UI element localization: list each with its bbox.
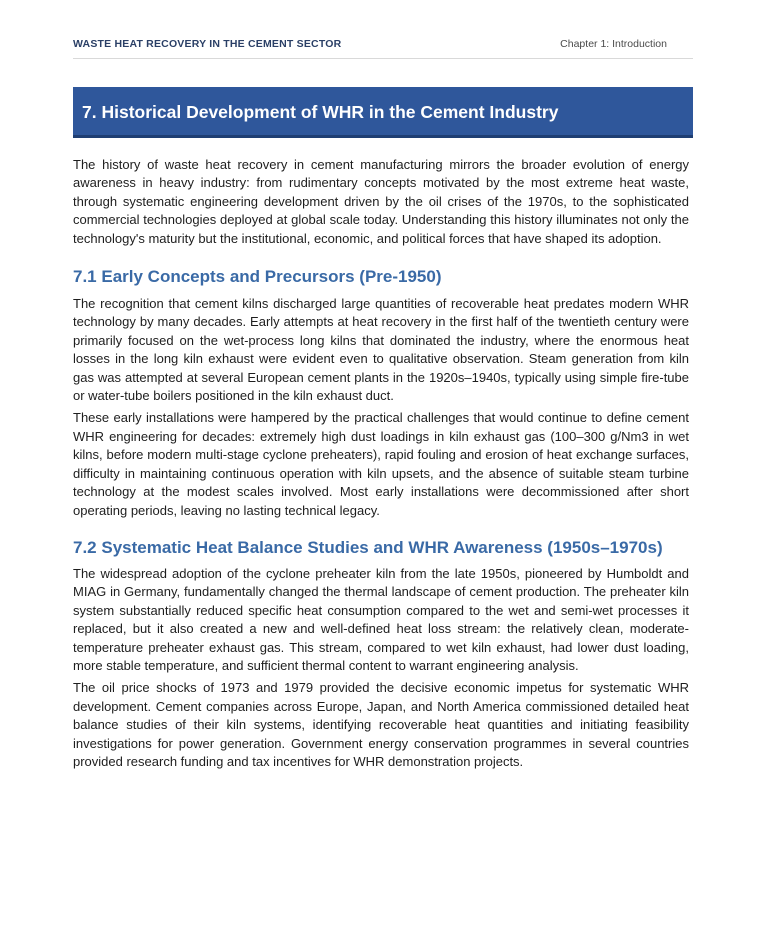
running-header: [73, 38, 693, 59]
document-title: WASTE HEAT RECOVERY IN THE CEMENT SECTOR: [73, 38, 342, 50]
page-content: [73, 156, 689, 775]
paragraph-7-2-b: The oil price shocks of 1973 and 1979 provided the decisive economic impetus for systematic WHR development. Cement companies across Europe, Japan, and North America commissioned detailed heat balance studies of their kiln systems, identifying recoverable heat quantities and initiating feasibility investigations for power generation. Government energy conservation programmes in several countries provided research funding and tax incentives for WHR demonstration projects.: [73, 680, 689, 769]
section-title: 7. Historical Development of WHR in the Cement Industry: [82, 102, 559, 122]
subsection-heading-7-2: 7.2 Systematic Heat Balance Studies and WHR Awareness (1950s–1970s): [73, 537, 663, 557]
paragraph-7-1-b: These early installations were hampered by the practical challenges that would continue to define cement WHR engineering for decades: extremely high dust loadings in kiln exhaust gas (100–300 g/Nm3 in wet kilns, before modern multi-stage cyclone preheaters), rapid fouling and erosion of heat exchange surfaces, difficulty in maintaining continuous operation with kiln upsets, and the absence of suitable steam turbine technology at the modest scales involved. Most early installations were decommissioned after short operating periods, leaving no lasting technical legacy.: [73, 410, 689, 518]
paragraph-7-2-a: The widespread adoption of the cyclone preheater kiln from the late 1950s, pioneered by Humboldt and MIAG in Germany, fundamentally changed the thermal landscape of cement production. The preheater kiln system substantially reduced specific heat consumption compared to the wet and semi-wet processes it replaced, but it also created a new and well-defined heat loss stream: the relatively clean, moderate-temperature preheater exhaust gas. This stream, compared to wet kiln exhaust, had lower dust loading, more stable temperature, and sufficient thermal content to warrant engineering analysis.: [73, 565, 689, 673]
subsection-heading-7-1: 7.1 Early Concepts and Precursors (Pre-1950): [73, 267, 442, 287]
paragraph-7-1-a: The recognition that cement kilns discharged large quantities of recoverable heat predates modern WHR technology by many decades. Early attempts at heat recovery in the first half of the twentieth century were primarily focused on the wet-process long kilns that dominated the industry, where the enormous heat losses in the long kiln exhaust were evident even to qualitative observation. Steam generation from kiln gas was attempted at several European cement plants in the 1920s–1940s, typically using simple fire-tube or water-tube boilers positioned in the kiln exhaust duct.: [73, 296, 689, 404]
section-banner: [73, 87, 693, 138]
chapter-label: Chapter 1: Introduction: [560, 38, 667, 50]
intro-paragraph: The history of waste heat recovery in cement manufacturing mirrors the broader evolution of energy awareness in heavy industry: from rudimentary concepts motivated by the most extreme heat waste, through systematic engineering development driven by the oil crises of the 1970s, to the sophisticated commercial technologies deployed at global scale today. Understanding this history illuminates not only the technology's maturity but the institutional, economic, and political forces that have shaped its adoption.: [73, 157, 689, 246]
